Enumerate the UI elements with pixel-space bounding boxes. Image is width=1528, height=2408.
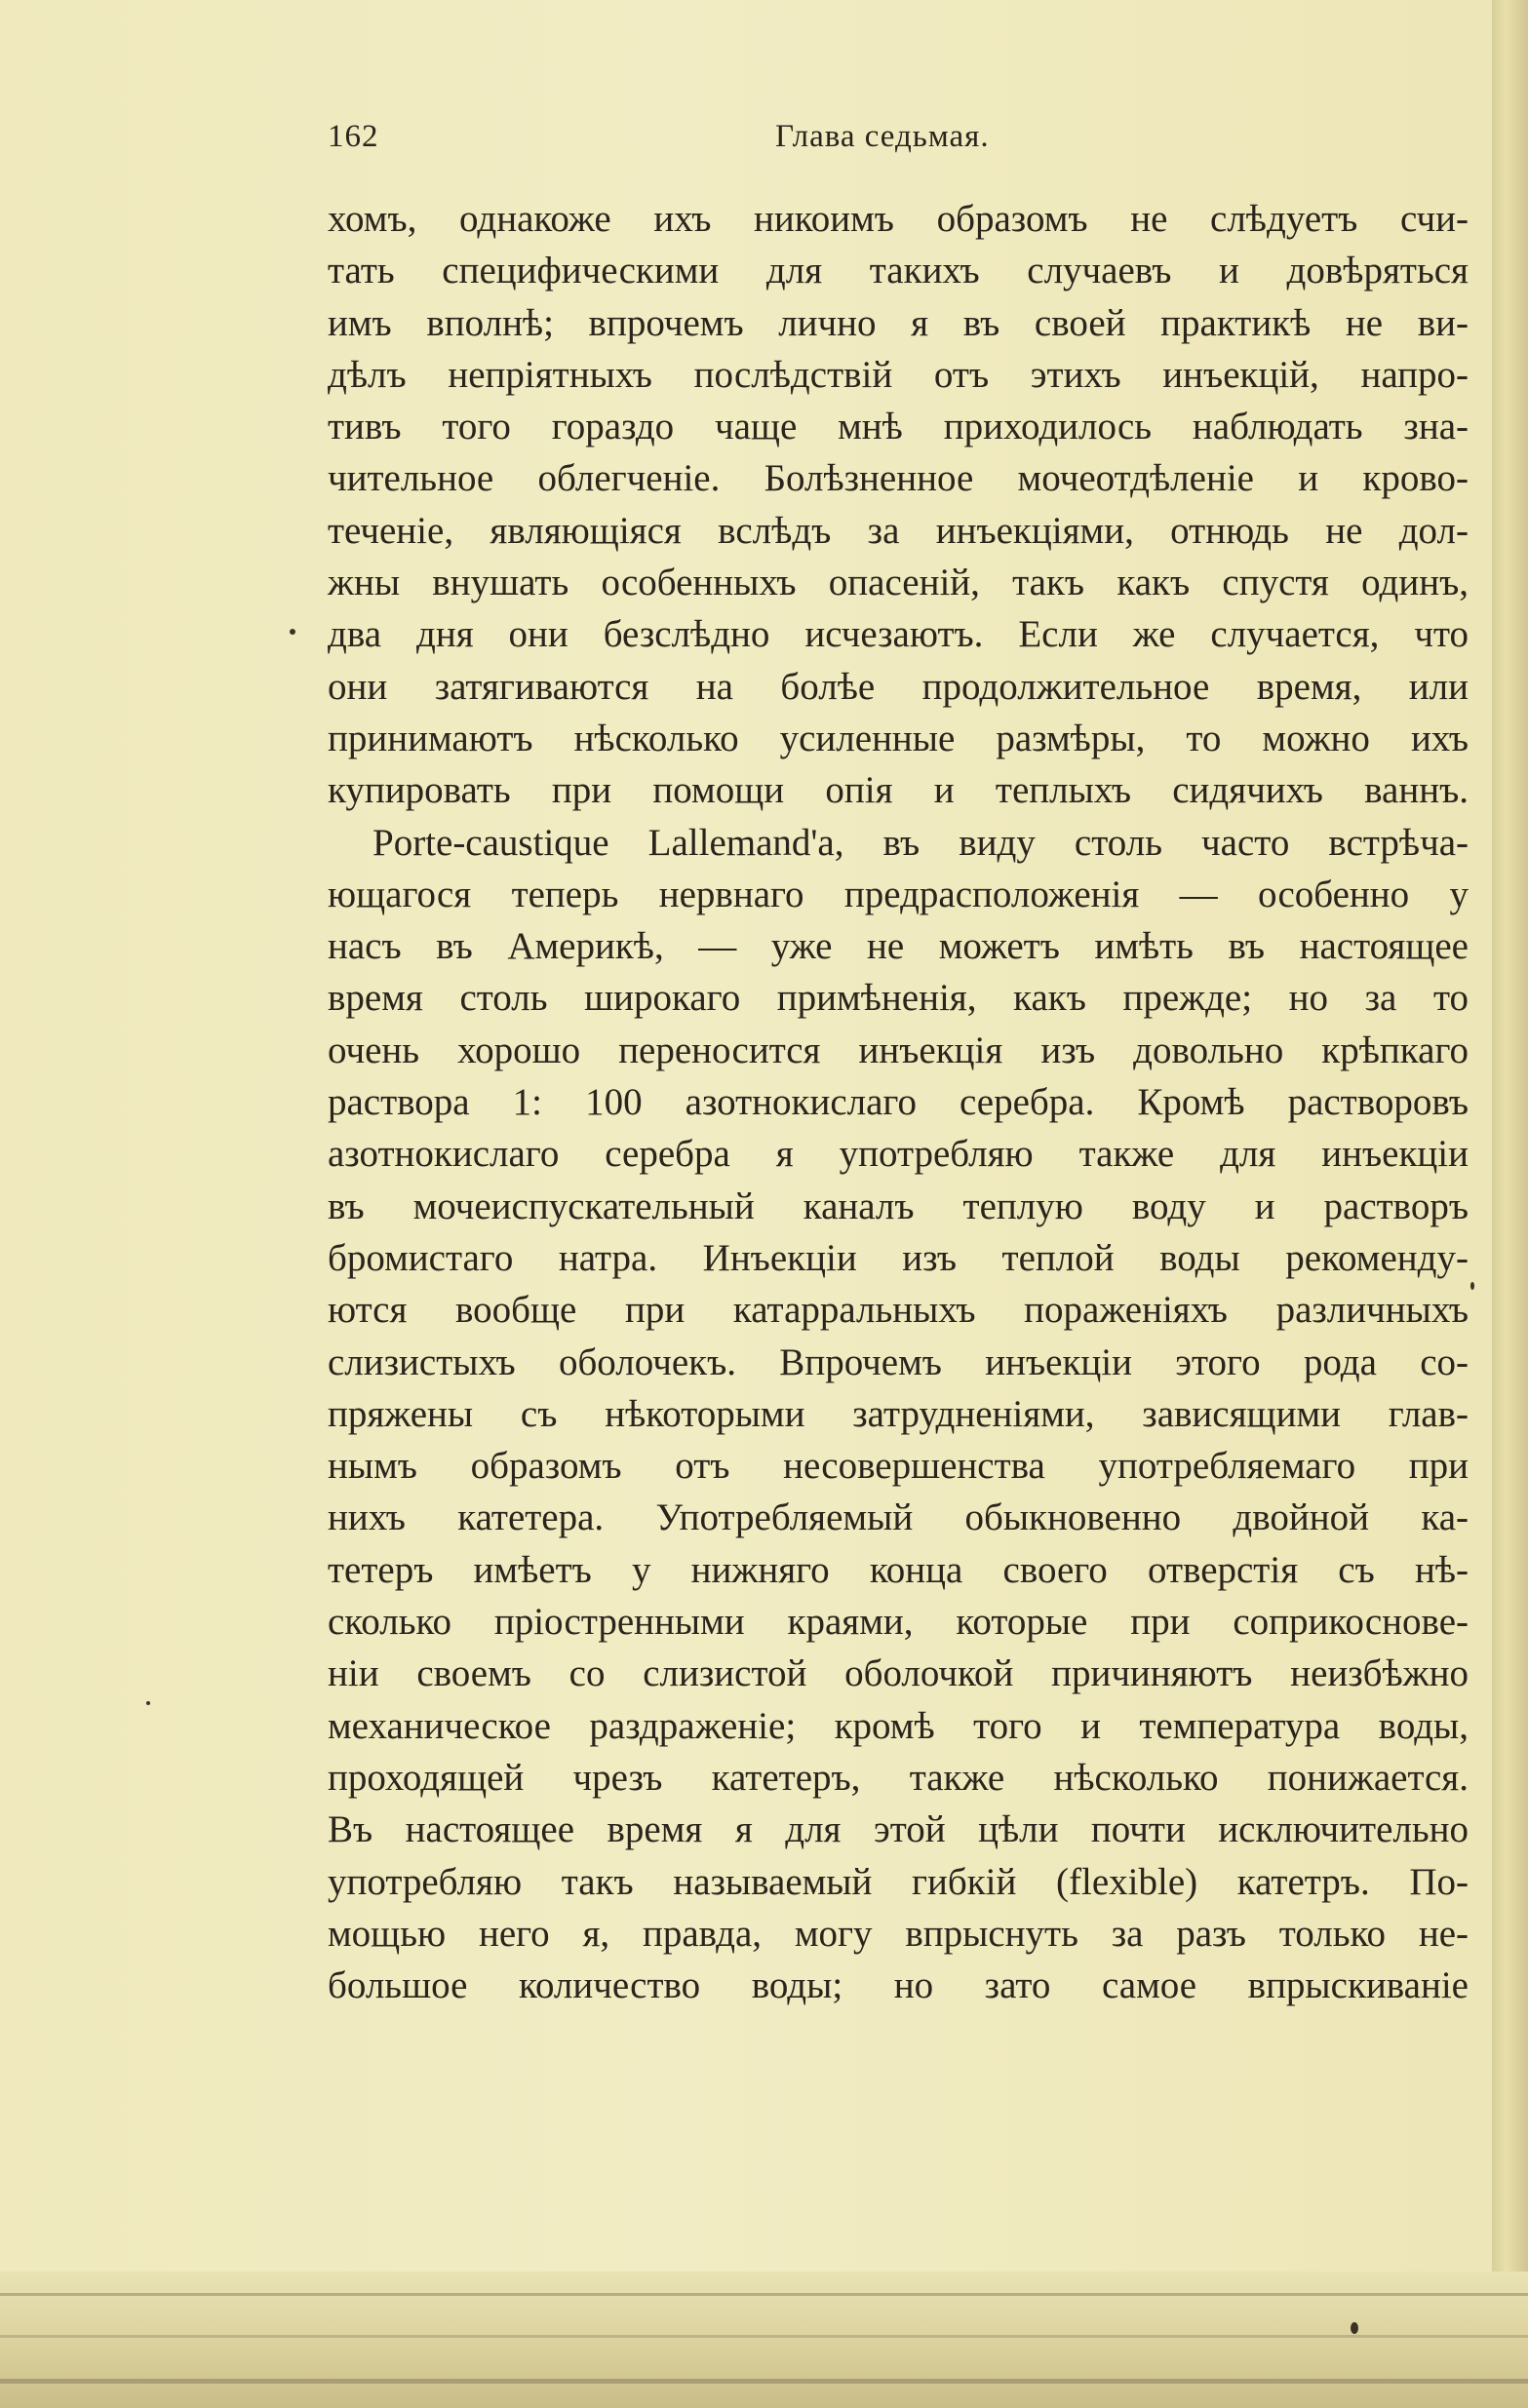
page-number: 162 — [328, 119, 379, 154]
text-line: насъ въ Америкѣ, — уже не можетъ имѣть въ настоящее — [328, 925, 1469, 968]
text-line: время столь широкаго примѣненія, какъ прежде; но за то — [328, 977, 1469, 1020]
text-line: жны внушать особенныхъ опасеній, такъ какъ спустя одинъ, — [328, 562, 1469, 604]
text-line: пряжены съ нѣкоторыми затрудненіями, зависящими глав- — [328, 1392, 1469, 1435]
running-head: Глава седьмая. — [775, 119, 990, 154]
text-line: азотнокислаго серебра я употребляю также для инъекціи — [328, 1133, 1469, 1176]
text-line: ются вообще при катарральныхъ пораженіяхъ различныхъ — [328, 1289, 1469, 1332]
text-line: проходящей чрезъ катетеръ, также нѣсколько понижается. — [328, 1756, 1469, 1799]
text-line: слизистыхъ оболочекъ. Впрочемъ инъекціи этого рода со- — [328, 1340, 1469, 1383]
text-line: хомъ, однакоже ихъ никоимъ образомъ не слѣдуетъ счи- — [328, 198, 1469, 240]
text-line: большое количество воды; но зато самое впрыскиваніе — [328, 1964, 1469, 2007]
text-line: имъ вполнѣ; впрочемъ лично я въ своей практикѣ не ви- — [328, 301, 1469, 344]
text-line: Въ настоящее время я для этой цѣли почти исключительно — [328, 1808, 1469, 1851]
text-line: ющагося теперь нервнаго предрасположенія — особенно у — [328, 873, 1469, 915]
page-edge-line — [0, 2335, 1528, 2338]
page-edge-line — [0, 2293, 1528, 2296]
text-line: принимаютъ нѣсколько усиленные размѣры, то можно ихъ — [328, 717, 1469, 759]
ink-speck — [1470, 1282, 1474, 1290]
text-line: употребляю такъ называемый гибкій (flexible) катетръ. По- — [328, 1860, 1469, 1903]
text-line: чительное облегченіе. Болѣзненное мочеотдѣленіе и крово- — [328, 457, 1469, 500]
text-line: въ мочеиспускательный каналъ теплую воду и растворъ — [328, 1185, 1469, 1227]
text-line: два дня они безслѣдно исчезаютъ. Если же случается, что — [328, 613, 1469, 656]
ink-speck — [290, 629, 295, 635]
text-line: тать специфическими для такихъ случаевъ и довѣряться — [328, 250, 1469, 292]
text-line-paragraph-start: Porte-caustique Lallemand'а, въ виду столь часто встрѣча- — [372, 821, 1469, 864]
text-line: механическое раздраженіе; кромѣ того и температура воды, — [328, 1704, 1469, 1747]
text-line: мощью него я, правда, могу впрыснуть за разъ только не- — [328, 1912, 1469, 1955]
page-edge-line — [0, 2379, 1528, 2384]
text-line: бромистаго натра. Инъекціи изъ теплой воды рекоменду- — [328, 1236, 1469, 1279]
body-text — [328, 193, 1469, 2011]
text-line: ніи своемъ со слизистой оболочкой причиняютъ неизбѣжно — [328, 1652, 1469, 1695]
ink-speck — [146, 1701, 150, 1705]
text-line: раствора 1: 100 азотнокислаго серебра. Кромѣ растворовъ — [328, 1081, 1469, 1124]
text-line: теченіе, являющіяся вслѣдъ за инъекціями, отнюдь не дол- — [328, 509, 1469, 552]
text-line: очень хорошо переносится инъекція изъ довольно крѣпкаго — [328, 1029, 1469, 1071]
text-line: тивъ того гораздо чаще мнѣ приходилось наблюдать зна- — [328, 406, 1469, 448]
text-line: они затягиваются на болѣе продолжительное время, или — [328, 665, 1469, 708]
ink-speck — [1351, 2322, 1358, 2334]
text-line: дѣлъ непріятныхъ послѣдствій отъ этихъ инъекцій, напро- — [328, 353, 1469, 396]
text-line: тетеръ имѣетъ у нижняго конца своего отверстія съ нѣ- — [328, 1548, 1469, 1591]
text-line: нымъ образомъ отъ несовершенства употребляемаго при — [328, 1445, 1469, 1488]
text-line: купировать при помощи опія и теплыхъ сидячихъ ваннъ. — [328, 769, 1469, 812]
text-line: сколько пріостренными краями, которые при соприкоснове- — [328, 1601, 1469, 1644]
page-edge-right — [1492, 0, 1528, 2408]
page-edge-bottom — [0, 2272, 1528, 2408]
text-line: нихъ катетера. Употребляемый обыкновенно двойной ка- — [328, 1496, 1469, 1539]
